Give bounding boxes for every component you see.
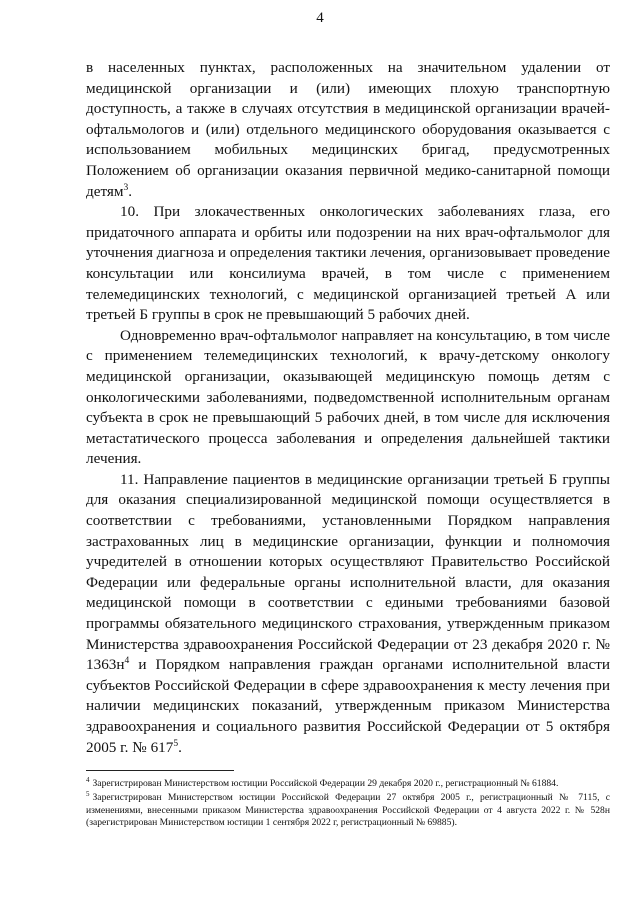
body-text [86, 58, 610, 758]
paragraph-tail: . [128, 182, 133, 200]
paragraph-item-11 [86, 470, 610, 758]
footnote-number: 4 [86, 775, 90, 784]
paragraph-tail: и Порядком направления граждан органами исполнительной власти субъектов Российской Федерации в сфере здравоохранения к месту лечения при наличии медицинских показаний, утвержденным приказом Министерства здравоохранения и социального развития Российской Федерации от 5 октября 2005 г. № 617 [86, 656, 610, 756]
footnote-5 [86, 789, 610, 830]
footnote-text: Зарегистрирован Министерством юстиции Российской Федерации 29 декабря 2020 г., регистрационный № 61884. [92, 778, 559, 789]
footnote-text: Зарегистрирован Министерством юстиции Российской Федерации 27 октября 2005 г., регистрационный № 7115, с изменениями, внесенными приказом Министерства здравоохранения Российской Федерации от 4 августа 2022 г. № 528н (зарегистрирован Министерством юстиции 1 сентября 2022 г, регистрационный № 69885). [86, 791, 610, 829]
paragraph-tail-2: . [178, 738, 182, 756]
paragraph-text: в населенных пунктах, расположенных на значительном удалении от медицинской организации и (или) имеющих плохую транспортную доступность, а также в случаях отсутствия в медицинской организации врачей-офтальмологов и (или) отдельного медицинского оборудования оказывается с использованием мобильных медицинских бригад, предусмотренных Положением об организации оказания первичной медико-санитарной помощи детям [86, 59, 610, 200]
paragraph-item-10: 10. При злокачественных онкологических заболеваниях глаза, его придаточного аппарата и орбиты или подозрении на них врач-офтальмолог для уточнения диагноза и определения тактики лечения, организовывает проведение консультации или консилиума врачей, в том числе с применением телемедицинских технологий, с медицинской организацией третьей А или третьей Б группы в срок не превышающий 5 рабочих дней. [86, 203, 611, 324]
paragraph-continuation [86, 58, 610, 202]
paragraph-text: 11. Направление пациентов в медицинские организации третьей Б группы для оказания специализированной медицинской помощи осуществляется в соответствии с требованиями, установленными Порядком направления застрахованных лиц в медицинские организации, функции и полномочия учредителей в отношении которых осуществляют Правительство Российской Федерации или федеральные органы исполнительной власти, для оказания медицинской помощи в соответствии с едиными требованиями базовой программы обязательного медицинского страхования, утвержденным приказом Министерства здравоохранения Российской Федерации от 23 декабря 2020 г. № 1363н [86, 470, 610, 674]
paragraph-simultaneous-referral: Одновременно врач-офтальмолог направляет на консультацию, в том числе с применением телемедицинских технологий, к врачу-детскому онкологу медицинской организации, оказывающей медицинскую помощь детям с онкологическими заболеваниями, подведомственной исполнительным органам субъекта в срок не превышающий 5 рабочих дней, в том числе для исключения метастатического процесса заболевания и определения дальнейшей тактики лечения. [86, 326, 610, 468]
footnote-number: 5 [86, 789, 90, 798]
footnote-4 [86, 775, 610, 791]
page-number: 4 [316, 10, 324, 26]
footnotes [86, 775, 610, 831]
footnote-separator [86, 770, 234, 771]
footnote-ref-5: 5 [173, 738, 179, 749]
footnote-ref-3: 3 [123, 182, 129, 193]
footnote-ref-4: 4 [124, 656, 130, 667]
